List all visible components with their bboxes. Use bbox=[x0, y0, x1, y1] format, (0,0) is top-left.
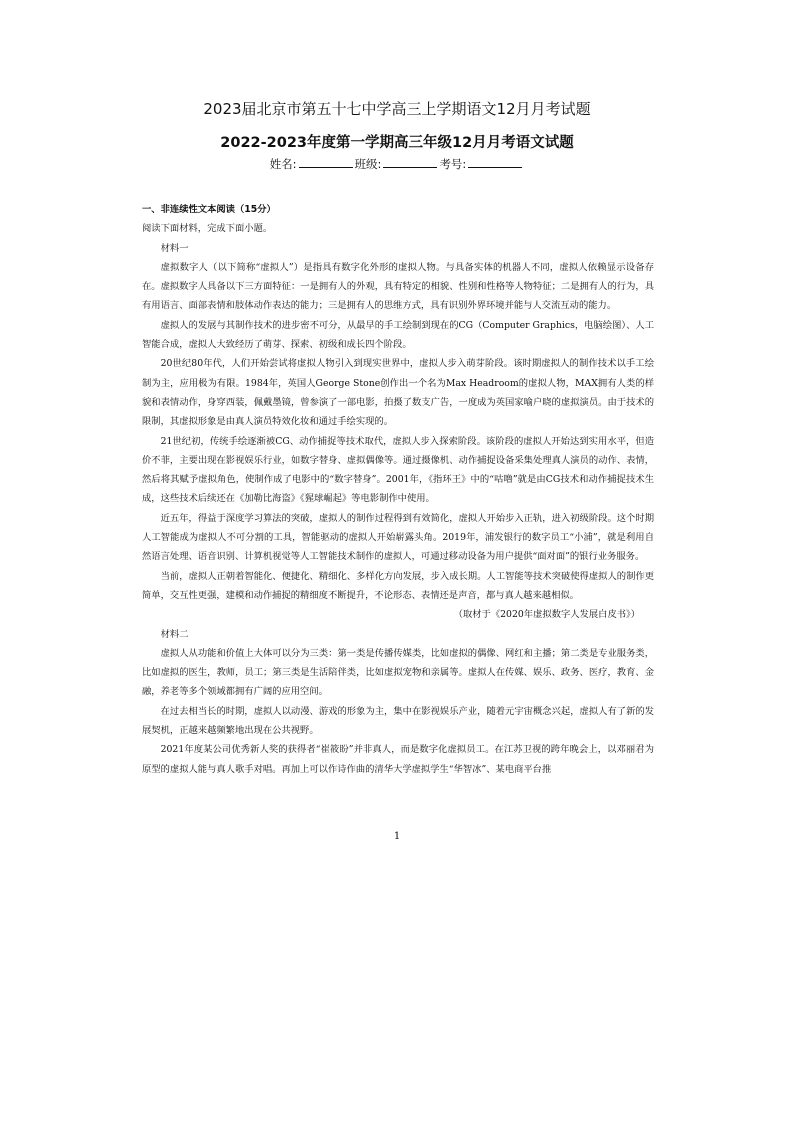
student-info-line bbox=[0, 156, 794, 172]
material1-paragraph: 虚拟数字人（以下简称“虚拟人”）是指具有数字化外形的虚拟人物。与具备实体的机器人不同，虚拟人依赖显示设备存在。虚拟数字人具备以下三方面特征：一是拥有人的外观，具有特定的相貌、性别和性格等人物特征；二是拥有人的行为，具有用语言、面部表情和肢体动作表达的能力；三是拥有人的思维方式，具有识别外界环境并能与人交流互动的能力。 bbox=[142, 261, 654, 312]
material1-paragraph: 近五年，得益于深度学习算法的突破，虚拟人的制作过程得到有效简化，虚拟人开始步入正轨，进入初级阶段。这个时期人工智能成为虚拟人不可分割的工具，智能驱动的虚拟人开始崭露头角。2019年，浦发银行的数字员工“小浦”，就是利用自然语言处理、语音识别、计算机视觉等人工智能技术制作的虚拟人，可通过移动设备为用户提供“面对面”的银行业务服务。 bbox=[142, 512, 654, 563]
exam-no-blank bbox=[468, 157, 522, 168]
material2-paragraph: 虚拟人从功能和价值上大体可以分为三类：第一类是传播传媒类，比如虚拟的偶像、网红和主播；第二类是专业服务类，比如虚拟的医生，教师，员工；第三类是生活陪伴类，比如虚拟宠物和亲属等。虚拟人在传媒、娱乐、政务、医疗，教育、金融，养老等多个领域都拥有广阔的应用空间。 bbox=[142, 647, 654, 698]
section-content bbox=[142, 200, 654, 779]
name-label: 姓名: bbox=[269, 157, 297, 171]
class-label: 班级: bbox=[354, 157, 382, 171]
document-title: 2023届北京市第五十七中学高三上学期语文12月月考试题 bbox=[203, 100, 591, 118]
section-heading: 一、非连续性文本阅读（15分） bbox=[142, 204, 276, 215]
material1-paragraph: 21世纪初，传统手绘逐渐被CG、动作捕捉等技术取代，虚拟人步入探索阶段。该阶段的虚拟人开始达到实用水平，但造价不菲，主要出现在影视娱乐行业，如数字替身、虚拟偶像等。通过摄像机、动作捕捉设备采集处理真人演员的动作、表情，然后将其赋予虚拟角色，使制作成了电影中的“数字替身”。2001年，《指环王》中的“咕噜”就是由CG技术和动作捕捉技术生成，这些技术后续还在《加勒比海盗》《猩球崛起》等电影制作中使用。 bbox=[142, 435, 654, 505]
instruction: 阅读下面材料，完成下面小题。 bbox=[142, 223, 273, 235]
material2-paragraph: 2021年度某公司优秀新人奖的获得者“崔筱盼”并非真人，而是数字化虚拟员工。在江苏卫视的跨年晚会上，以邓丽君为原型的虚拟人能与真人歌手对唱。再加上可以作诗作曲的清华大学虚拟学生“华智冰”、某电商平台推 bbox=[142, 744, 654, 775]
name-blank bbox=[299, 157, 353, 168]
page-number: 1 bbox=[393, 831, 401, 842]
material1-paragraph: 虚拟人的发展与其制作技术的进步密不可分，从最早的手工绘制到现在的CG（Computer Graphics，电脑绘图）、人工智能合成，虚拟人大致经历了萌芽、探索、初级和成长四个阶段。 bbox=[142, 319, 654, 351]
material2-paragraph: 在过去相当长的时期，虚拟人以动漫、游戏的形象为主，集中在影视娱乐产业，随着元宇宙概念兴起，虚拟人有了新的发展契机，正越来越频繁地出现在公共视野。 bbox=[142, 705, 654, 737]
material1-label: 材料一 bbox=[160, 242, 189, 254]
material2-label: 材料二 bbox=[160, 628, 189, 640]
material1-paragraph: 当前，虚拟人正朝着智能化、便捷化、精细化、多样化方向发展，步入成长期。人工智能等技术突破使得虚拟人的制作更简单，交互性更强，建模和动作捕捉的精细度不断提升，不论形态、表情还是声音，都与真人越来越相似。 bbox=[142, 570, 654, 601]
material1-paragraph: 20世纪80年代，人们开始尝试将虚拟人物引入到现实世界中，虚拟人步入萌芽阶段。该时期虚拟人的制作技术以手工绘制为主，应用极为有限。1984年，英国人George Stone创作出一个名为Max Headroom的虚拟人物，MAX拥有人类的样貌和表情动作，身穿西装，佩戴墨镜，曾参演了一部电影，拍摄了数支广告，一度成为英国家喻户晓的虚拟演员。由于技术的限制，其虚拟形象是由真人演员特效化妆和通过手绘实现的。 bbox=[142, 358, 654, 428]
exam-title: 2022-2023年度第一学期高三年级12月月考语文试题 bbox=[220, 135, 574, 151]
source-citation: （取材于《2020年虚拟数字人发展白皮书》） bbox=[453, 609, 640, 621]
exam-no-label: 考号: bbox=[439, 157, 467, 171]
class-blank bbox=[383, 157, 437, 168]
